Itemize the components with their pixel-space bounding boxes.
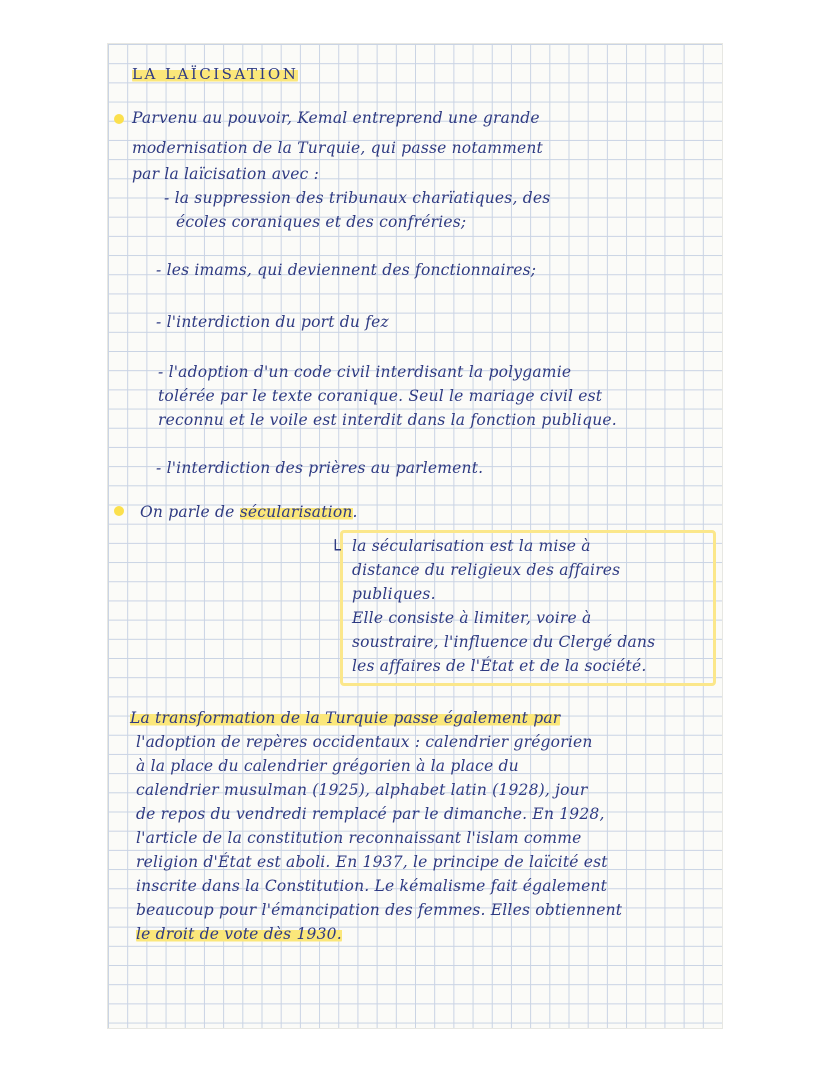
bullet-dot: [114, 506, 124, 516]
secularisation-term: sécularisation: [239, 503, 353, 521]
list-item-line: écoles coraniques et des confréries;: [176, 213, 467, 231]
bullet-dot: [114, 114, 124, 124]
intro-line: modernisation de la Turquie, qui passe notamment: [132, 139, 543, 157]
intro-line: par la laïcisation avec :: [132, 165, 320, 183]
list-item-line: - les imams, qui deviennent des fonctionnaires;: [156, 261, 537, 279]
secularisation-after: .: [352, 503, 358, 521]
list-item-line: reconnu et le voile est interdit dans la fonction publique.: [158, 411, 617, 429]
transformation-line: beaucoup pour l'émancipation des femmes. Elles obtiennent: [136, 901, 623, 919]
transformation-line: l'adoption de repères occidentaux : calendrier grégorien: [136, 733, 593, 751]
definition-line: la sécularisation est la mise à: [352, 537, 591, 555]
transformation-line: à la place du calendrier grégorien à la place du: [136, 757, 519, 775]
list-item-line: tolérée par le texte coranique. Seul le mariage civil est: [158, 387, 603, 405]
definition-line: distance du religieux des affaires: [352, 561, 621, 579]
transformation-line: inscrite dans la Constitution. Le kémalisme fait également: [136, 877, 608, 895]
transformation-line: de repos du vendredi remplacé par le dimanche. En 1928,: [136, 805, 605, 823]
transformation-line: l'article de la constitution reconnaissant l'islam comme: [136, 829, 582, 847]
bracket-icon: └: [330, 540, 341, 561]
notebook-page: [108, 44, 722, 1028]
transformation-line: La transformation de la Turquie passe également par: [130, 709, 561, 727]
transformation-line: le droit de vote dès 1930.: [136, 925, 342, 943]
list-item-line: - l'interdiction du port du fez: [156, 313, 389, 331]
definition-line: les affaires de l'État et de la société.: [352, 657, 647, 675]
secularisation-lead: On parle de: [140, 503, 235, 521]
definition-line: publiques.: [352, 585, 436, 603]
list-item-line: - l'adoption d'un code civil interdisant la polygamie: [158, 363, 572, 381]
page-title: LA LAÏCISATION: [132, 65, 299, 83]
transformation-line: religion d'État est aboli. En 1937, le principe de laïcité est: [136, 853, 608, 871]
definition-line: Elle consiste à limiter, voire à: [352, 609, 592, 627]
list-item-line: - l'interdiction des prières au parlement.: [156, 459, 484, 477]
intro-line: Parvenu au pouvoir, Kemal entreprend une grande: [132, 109, 540, 127]
list-item-line: - la suppression des tribunaux charïatiques, des: [164, 189, 551, 207]
secularisation-line: [140, 502, 358, 522]
definition-line: soustraire, l'influence du Clergé dans: [352, 633, 656, 651]
transformation-line: calendrier musulman (1925), alphabet latin (1928), jour: [136, 781, 588, 799]
